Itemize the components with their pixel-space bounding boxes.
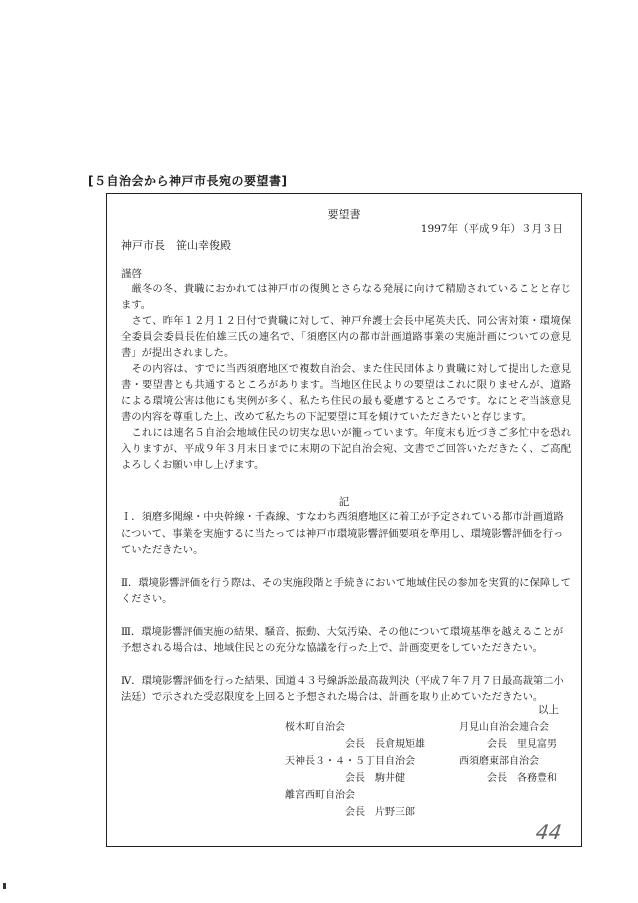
request-item: Ⅲ．環境影響評価実施の結果、騒音、振動、大気汚染、その他について環境基準を越えることが予想される場合は、地域住民との充分な協議を行った上で、計画変更をしていただきたい。 [121, 625, 564, 654]
ki-heading: 記 [338, 496, 350, 508]
signatory-org: 桜木町自治会 [285, 722, 345, 733]
signatory-role: 会長 片野三郎 [345, 807, 415, 818]
letter-title: 要望書 [327, 208, 361, 221]
signatory-org: 天神長３・４・５丁目自治会 [285, 756, 415, 767]
body-paragraph: 厳冬の冬、貴職におかれては神戸市の復興とさらなる発展に向けて精励されていることと存じます。 [121, 283, 571, 311]
request-item: Ⅱ．環境影響評価を行う際は、その実施段階と手続きにおいて地域住民の参加を実質的に保障してください。 [121, 576, 571, 605]
body-paragraph: その内容は、すでに当西須磨地区で複数自治会、また住民団体より貴職に対して提出した意見書・要望書とも共通するところがあります。当地区住民よりの要望はこれに限りませんが、道路による環境公害は他にも実例が多く、私たち住民の最も憂慮するところです。なにとぞ当該意見書の内容を尊重した上、改めて私たちの下記要望に耳を傾けていただきたいと存じます。 [121, 363, 571, 423]
letter-frame [106, 193, 582, 847]
signatory-role: 会長 長倉規矩雄 [345, 739, 425, 750]
signatory-org: 離宮西町自治会 [285, 790, 355, 801]
body-paragraph: さて、昨年１２月１２日付で貴職に対して、神戸弁護士会長中尾英夫氏、同公害対策・環境保全委員会委員長佐伯雄三氏の連名で、「須磨区内の都市計画道路事業の実施計画についての意見書」が提出されました。 [121, 315, 571, 359]
body-paragraph: これには連名５自治会地域住民の切実な思いが籠っています。年度末も近づきご多忙中を恐れ入りますが、平成９年３月末日までに末期の下記自治会宛、文書でご回答いただきたく、ご高配よろしくお願い申し上げます。 [121, 427, 571, 471]
section-title: [５自治会から神戸市長宛の要望書] [88, 174, 288, 188]
request-item: Ⅳ．環境影響評価を行った結果、国道４３号線訴訟最高裁判決（平成７年７月７日最高裁第二小法廷）で示された受忍限度を上回ると予想された場合は、計画を取り止めていただきたい。 [121, 674, 564, 703]
signatory-org: 西須磨東部自治会 [459, 756, 539, 767]
request-list [121, 509, 573, 706]
salutation: 謹啓 [121, 268, 142, 280]
scan-mark-icon [3, 883, 6, 889]
closing: 以上 [538, 704, 559, 716]
signatory-role: 会長 駒井健 [345, 773, 405, 784]
letter-date: 1997年（平成９年）３月３日 [420, 223, 563, 235]
request-item: Ｉ．須磨多聞線・中央幹線・千森線、すなわち西須磨地区に着工が予定されている都市計画道路について、事業を実施するに当たっては神戸市環境影響評価要項を準用し、環境影響評価を行っていただきたい。 [121, 511, 564, 556]
signatory-role: 会長 各務豊和 [487, 773, 557, 784]
signatory-org: 月見山自治会連合会 [459, 722, 549, 733]
signatory-role: 会長 里見富男 [487, 739, 557, 750]
handwritten-page-number: 44 [534, 820, 564, 844]
letter-body [121, 281, 571, 473]
addressee: 神戸市長 笹山幸俊殿 [121, 239, 231, 252]
